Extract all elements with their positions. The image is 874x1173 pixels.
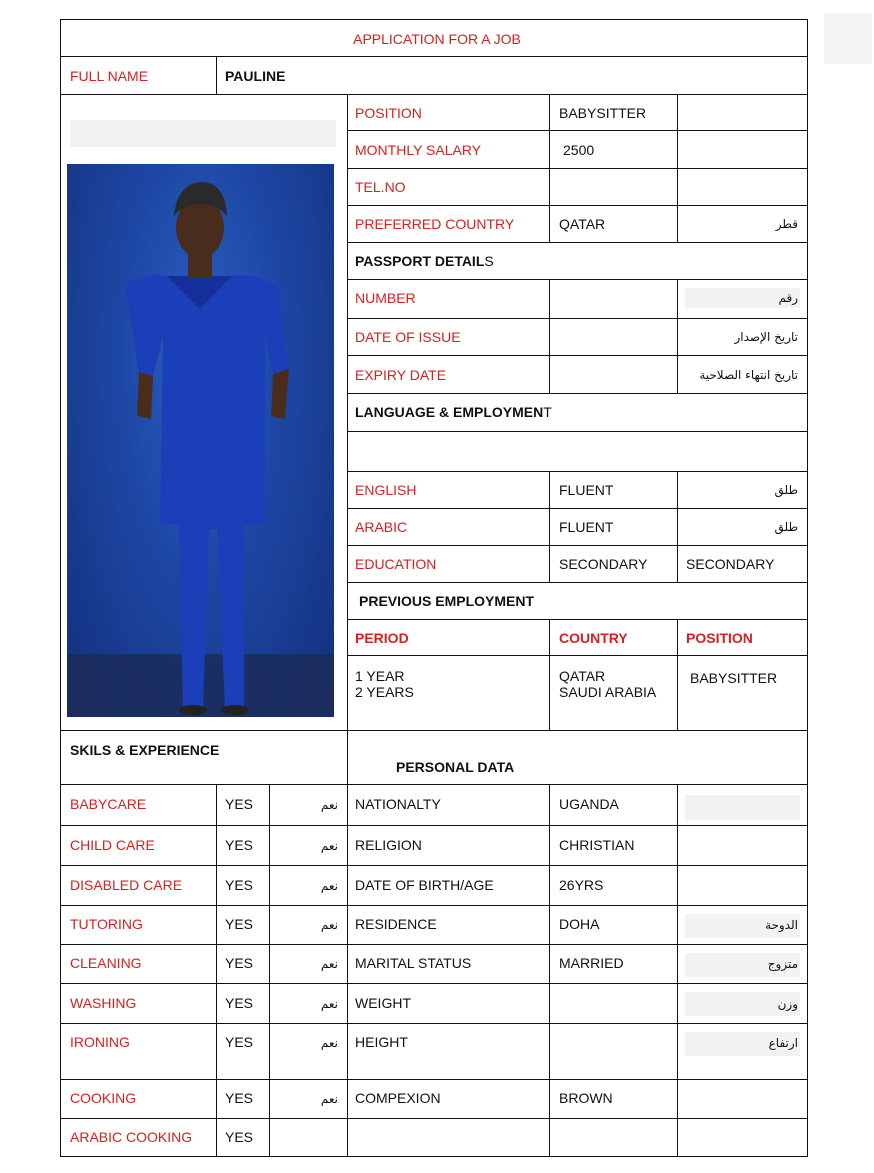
skill-value: YES — [225, 1090, 254, 1106]
rule — [60, 944, 808, 945]
skill-arabic: نعم — [320, 1092, 338, 1106]
rule — [60, 784, 808, 785]
salary-label: MONTHLY SALARY — [355, 142, 482, 158]
rule — [549, 619, 550, 730]
skill-arabic: نعم — [320, 918, 338, 932]
rule — [347, 205, 808, 206]
issue-date-arabic: تاريخ الإصدار — [734, 330, 798, 344]
skills-heading: SKILS & EXPERIENCE — [70, 742, 220, 758]
skill-value: YES — [225, 1034, 254, 1050]
personal-arabic: ارتفاع — [768, 1036, 798, 1050]
personal-label: NATIONALTY — [355, 796, 441, 812]
rule — [347, 619, 808, 620]
blank-field — [70, 120, 336, 147]
rule — [216, 784, 217, 1157]
skill-label: TUTORING — [70, 916, 143, 932]
english-label: ENGLISH — [355, 482, 417, 498]
issue-date-label: DATE OF ISSUE — [355, 329, 461, 345]
skill-label: COOKING — [70, 1090, 137, 1106]
rule — [677, 279, 678, 393]
rule — [60, 905, 808, 906]
personal-value: MARRIED — [559, 955, 624, 971]
personal-value: UGANDA — [559, 796, 619, 812]
personal-data-heading: PERSONAL DATA — [396, 759, 515, 775]
rule — [347, 508, 808, 509]
rule — [269, 784, 270, 1157]
arabic-arabic: طلق — [774, 520, 798, 534]
expiry-date-arabic: تاريخ انتهاء الصلاحية — [699, 368, 798, 382]
rule — [60, 1079, 808, 1080]
position-value: BABYSITTER — [559, 105, 647, 121]
tel-label: TEL.NO — [355, 179, 406, 195]
personal-arabic: وزن — [777, 997, 798, 1011]
personal-label: RESIDENCE — [355, 916, 437, 932]
country-header: COUNTRY — [559, 630, 628, 646]
rule — [347, 471, 808, 472]
skill-arabic: نعم — [320, 839, 338, 853]
passport-number-arabic: رقم — [778, 291, 798, 305]
previous-employment-heading: PREVIOUS EMPLOYMENT — [359, 593, 535, 609]
rule — [216, 56, 217, 94]
personal-label: RELIGION — [355, 837, 422, 853]
arabic-label: ARABIC — [355, 519, 408, 535]
country-values: QATAR SAUDI ARABIA — [559, 668, 657, 700]
blank-field — [685, 795, 800, 820]
rule — [347, 393, 808, 394]
personal-value: DOHA — [559, 916, 600, 932]
passport-heading: PASSPORT DETAILS — [355, 253, 494, 269]
position-label: POSITION — [355, 105, 422, 121]
skill-value: YES — [225, 1129, 254, 1145]
rule — [60, 865, 808, 866]
rule — [347, 130, 808, 131]
english-arabic: طلق — [774, 483, 798, 497]
skill-label: WASHING — [70, 995, 137, 1011]
form-title: APPLICATION FOR A JOB — [353, 31, 521, 47]
rule — [60, 730, 808, 731]
period-header: PERIOD — [355, 630, 409, 646]
rule — [549, 471, 550, 582]
skill-arabic: نعم — [320, 798, 338, 812]
rule — [347, 279, 808, 280]
rule — [347, 582, 808, 583]
skill-arabic: نعم — [320, 879, 338, 893]
english-value: FLUENT — [559, 482, 614, 498]
expiry-date-label: EXPIRY DATE — [355, 367, 447, 383]
personal-label: MARITAL STATUS — [355, 955, 472, 971]
personal-arabic: متزوج — [767, 957, 798, 971]
country-value: QATAR — [559, 216, 606, 232]
skill-value: YES — [225, 877, 254, 893]
education-value: SECONDARY — [559, 556, 648, 572]
rule — [347, 431, 808, 432]
personal-arabic: الدوحة — [765, 918, 798, 932]
rule — [347, 242, 808, 243]
rule — [60, 1023, 808, 1024]
rule — [347, 168, 808, 169]
rule — [60, 56, 808, 57]
personal-value: CHRISTIAN — [559, 837, 635, 853]
skill-value: YES — [225, 995, 254, 1011]
country-label: PREFERRED COUNTRY — [355, 216, 515, 232]
skill-label: CHILD CARE — [70, 837, 155, 853]
rule — [549, 784, 550, 1157]
position-header: POSITION — [686, 630, 753, 646]
rule — [347, 355, 808, 356]
full-name-value: PAULINE — [225, 68, 286, 84]
passport-number-label: NUMBER — [355, 290, 416, 306]
skill-value: YES — [225, 837, 254, 853]
rule — [677, 619, 678, 730]
personal-label: DATE OF BIRTH/AGE — [355, 877, 494, 893]
rule — [60, 983, 808, 984]
rule — [60, 94, 808, 95]
skill-label: ARABIC COOKING — [70, 1129, 193, 1145]
country-arabic: قطر — [775, 217, 798, 231]
skill-label: CLEANING — [70, 955, 142, 971]
skill-arabic: نعم — [320, 1036, 338, 1050]
applicant-photo — [67, 164, 334, 717]
rule — [549, 279, 550, 393]
skill-label: DISABLED CARE — [70, 877, 183, 893]
education-label: EDUCATION — [355, 556, 437, 572]
position-values: BABYSITTER — [690, 670, 778, 686]
skill-value: YES — [225, 916, 254, 932]
skill-label: BABYCARE — [70, 796, 147, 812]
personal-label: COMPEXION — [355, 1090, 441, 1106]
personal-label: WEIGHT — [355, 995, 411, 1011]
salary-value: 2500 — [563, 142, 595, 158]
full-name-label: FULL NAME — [70, 68, 149, 84]
rule — [60, 1118, 808, 1119]
rule — [677, 94, 678, 242]
personal-value: BROWN — [559, 1090, 613, 1106]
personal-label: HEIGHT — [355, 1034, 408, 1050]
rule — [347, 318, 808, 319]
rule — [549, 94, 550, 242]
language-heading: LANGUAGE & EMPLOYMENT — [355, 404, 552, 420]
personal-value: 26YRS — [559, 877, 604, 893]
applicant-figure — [67, 164, 334, 717]
rule — [347, 655, 808, 656]
rule — [347, 94, 348, 1157]
rule — [347, 545, 808, 546]
skill-arabic: نعم — [320, 997, 338, 1011]
skill-arabic: نعم — [320, 957, 338, 971]
skill-value: YES — [225, 796, 254, 812]
rule — [60, 825, 808, 826]
skill-value: YES — [225, 955, 254, 971]
rule — [677, 784, 678, 1157]
education-extra: SECONDARY — [686, 556, 775, 572]
skill-label: IRONING — [70, 1034, 130, 1050]
arabic-value: FLUENT — [559, 519, 614, 535]
rule — [677, 471, 678, 582]
period-values: 1 YEAR 2 YEARS — [355, 668, 414, 700]
